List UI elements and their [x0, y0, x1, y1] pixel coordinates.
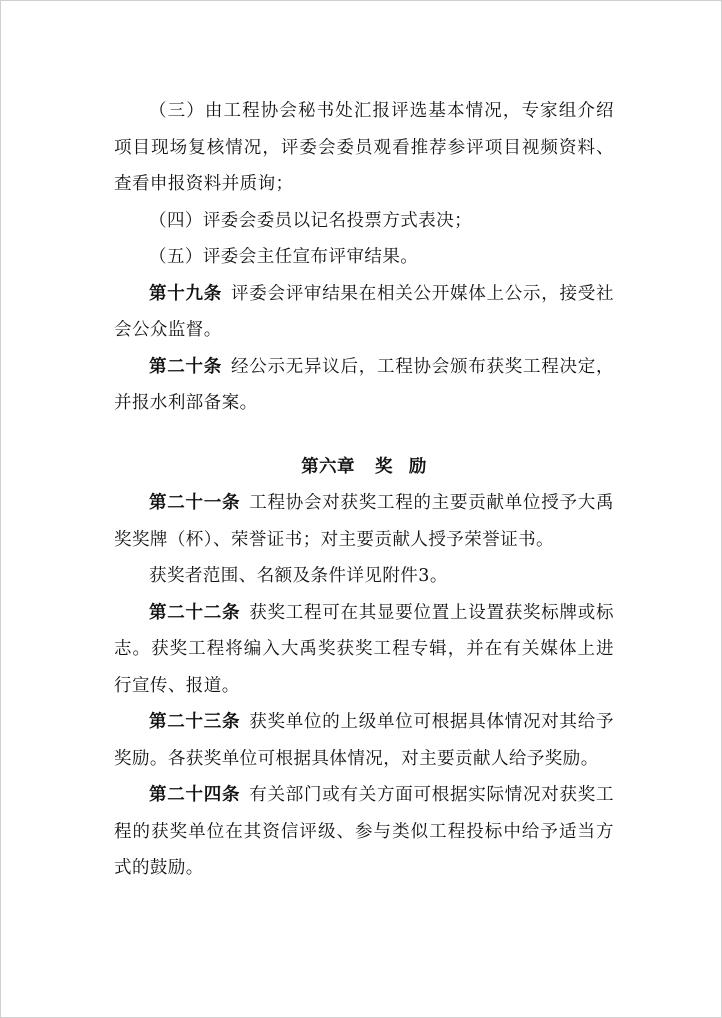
article-24-title: 第二十四条	[149, 785, 241, 805]
article-21-title: 第二十一条	[149, 493, 241, 513]
article-23-title: 第二十三条	[149, 712, 241, 732]
article-19-text: 评委会评审结果在相关公开媒体上公示，接受社会公众监督。	[114, 283, 614, 340]
document-body	[114, 93, 614, 887]
item-four-paragraph: （四）评委会委员以记名投票方式表决；	[149, 210, 473, 231]
item-three-paragraph: （三）由工程协会秘书处汇报评选基本情况，专家组介绍项目现场复核情况，评委会委员观看推荐参评项目视频资料、查看申报资料并质询；	[114, 101, 614, 194]
article-22-text: 获奖工程可在其显要位置上设置获奖标牌或标志。获奖工程将编入大禹奖获奖工程专辑，并在有关媒体上进行宣传、报道。	[114, 602, 615, 696]
article-23	[114, 704, 614, 777]
article-21-note: 获奖者范围、名额及条件详见附件3。	[149, 566, 448, 586]
chapter-number: 第六章	[301, 456, 355, 477]
article-21-text: 工程协会对获奖工程的主要贡献单位授予大禹奖奖牌（杯）、荣誉证书；对主要贡献人授予荣誉证书。	[114, 493, 615, 550]
article-22-title: 第二十二条	[149, 602, 241, 623]
article-20-text: 经公示无异议后，工程协会颁布获奖工程决定，并报水利部备案。	[114, 356, 614, 413]
article-21	[114, 485, 614, 558]
chapter-title-char-2: 励	[408, 456, 427, 477]
article-24-text: 有关部门或有关方面可根据实际情况对获奖工程的获奖单位在其资信评级、参与类似工程投标中给予适当方式的鼓励。	[114, 785, 615, 878]
article-19	[114, 276, 614, 349]
article-20	[114, 349, 614, 422]
chapter-heading	[114, 449, 614, 486]
chapter-title-char-1: 奖	[374, 456, 393, 477]
item-five-paragraph: （五）评委会主任宣布评审结果。	[149, 247, 419, 267]
article-24	[114, 777, 614, 887]
article-22	[114, 595, 614, 705]
article-19-title: 第十九条	[149, 283, 223, 304]
article-23-text: 获奖单位的上级单位可根据具体情况对其给予奖励。各获奖单位可根据具体情况，对主要贡献人给予奖励。	[114, 712, 615, 769]
article-20-title: 第二十条	[149, 356, 223, 377]
